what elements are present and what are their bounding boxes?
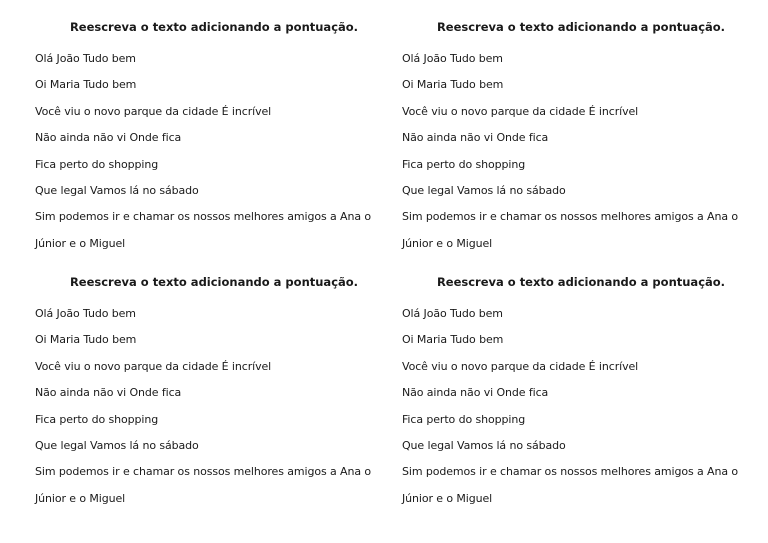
dialogue-lines bbox=[35, 301, 395, 512]
dialogue-line: Você viu o novo parque da cidade É incrível bbox=[35, 104, 272, 118]
dialogue-line: Que legal Vamos lá no sábado bbox=[35, 438, 199, 452]
dialogue-line: Oi Maria Tudo bem bbox=[402, 78, 504, 92]
dialogue-line: Olá João Tudo bem bbox=[402, 52, 503, 65]
dialogue-line: Júnior e o Miguel bbox=[35, 491, 126, 505]
dialogue-line: Não ainda não vi Onde fica bbox=[402, 131, 549, 145]
exercise-instruction: Reescreva o texto adicionando a pontuação. bbox=[69, 20, 359, 34]
dialogue-line: Você viu o novo parque da cidade É incrível bbox=[35, 359, 272, 373]
dialogue-line: Que legal Vamos lá no sábado bbox=[35, 183, 199, 197]
dialogue-line: Júnior e o Miguel bbox=[35, 236, 126, 250]
exercise-block-top-left bbox=[35, 16, 395, 257]
exercise-block-top-right bbox=[402, 16, 762, 257]
dialogue-line: Fica perto do shopping bbox=[35, 412, 159, 426]
dialogue-lines bbox=[402, 46, 762, 257]
dialogue-line: Júnior e o Miguel bbox=[402, 491, 493, 505]
dialogue-line: Fica perto do shopping bbox=[402, 157, 526, 171]
dialogue-line: Olá João Tudo bem bbox=[35, 307, 136, 320]
exercise-instruction: Reescreva o texto adicionando a pontuação. bbox=[436, 275, 726, 289]
dialogue-line: Que legal Vamos lá no sábado bbox=[402, 183, 566, 197]
dialogue-line: Olá João Tudo bem bbox=[402, 307, 503, 320]
dialogue-line: Oi Maria Tudo bem bbox=[35, 333, 137, 347]
dialogue-lines bbox=[402, 301, 762, 512]
dialogue-line: Oi Maria Tudo bem bbox=[402, 333, 504, 347]
dialogue-line: Você viu o novo parque da cidade É incrível bbox=[402, 104, 639, 118]
dialogue-line: Oi Maria Tudo bem bbox=[35, 78, 137, 92]
exercise-instruction: Reescreva o texto adicionando a pontuação. bbox=[69, 275, 359, 289]
dialogue-line: Sim podemos ir e chamar os nossos melhores amigos a Ana o bbox=[35, 210, 372, 224]
exercise-block-bottom-right bbox=[402, 271, 762, 512]
dialogue-line: Olá João Tudo bem bbox=[35, 52, 136, 65]
dialogue-line: Não ainda não vi Onde fica bbox=[35, 131, 182, 145]
dialogue-line: Fica perto do shopping bbox=[35, 157, 159, 171]
dialogue-line: Que legal Vamos lá no sábado bbox=[402, 438, 566, 452]
dialogue-line: Júnior e o Miguel bbox=[402, 236, 493, 250]
exercise-instruction: Reescreva o texto adicionando a pontuação. bbox=[436, 20, 726, 34]
exercise-block-bottom-left bbox=[35, 271, 395, 512]
dialogue-line: Fica perto do shopping bbox=[402, 412, 526, 426]
dialogue-line: Não ainda não vi Onde fica bbox=[402, 386, 549, 400]
dialogue-line: Sim podemos ir e chamar os nossos melhores amigos a Ana o bbox=[35, 465, 372, 479]
dialogue-line: Você viu o novo parque da cidade É incrível bbox=[402, 359, 639, 373]
dialogue-lines bbox=[35, 46, 395, 257]
dialogue-line: Não ainda não vi Onde fica bbox=[35, 386, 182, 400]
dialogue-line: Sim podemos ir e chamar os nossos melhores amigos a Ana o bbox=[402, 210, 739, 224]
dialogue-line: Sim podemos ir e chamar os nossos melhores amigos a Ana o bbox=[402, 465, 739, 479]
